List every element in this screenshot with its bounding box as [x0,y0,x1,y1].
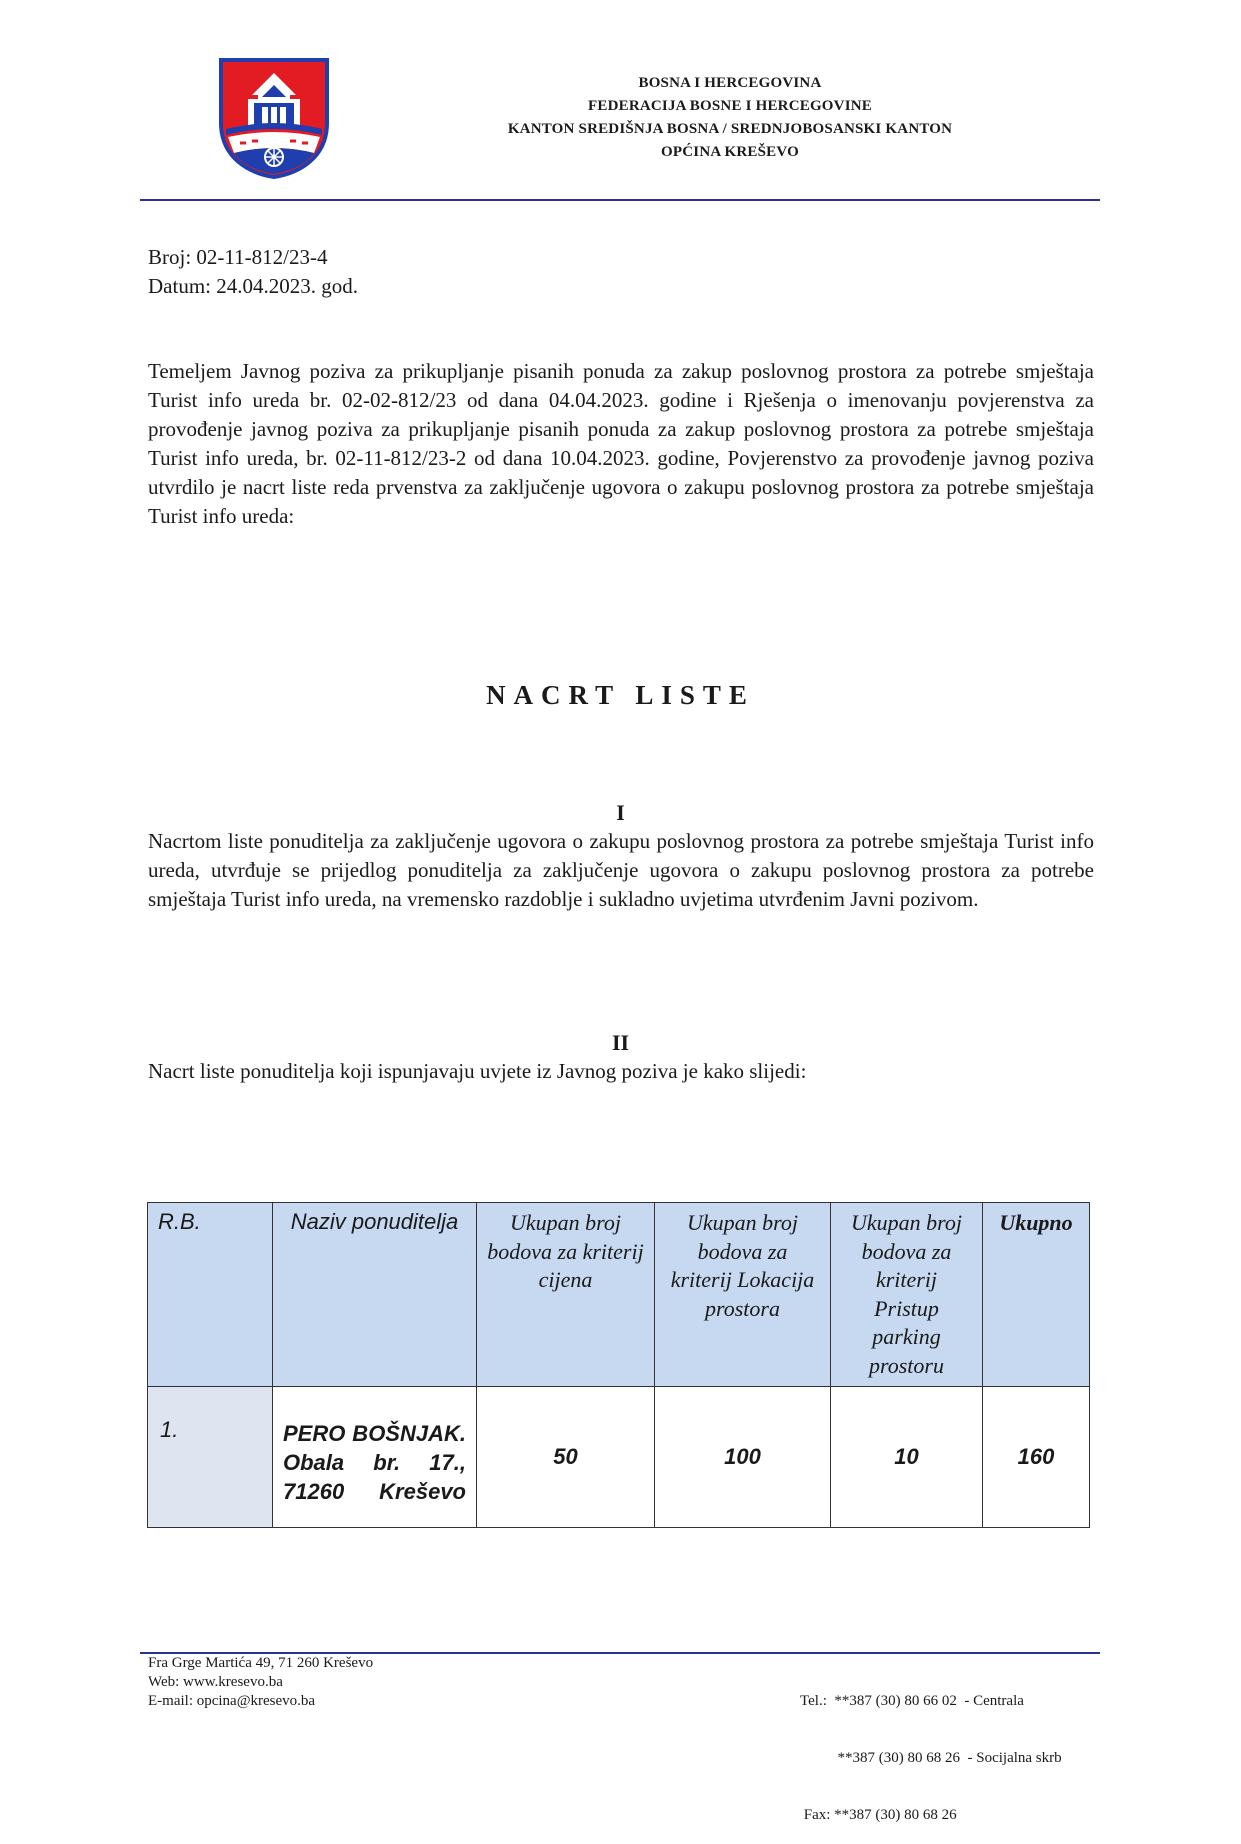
document-meta [148,243,358,301]
footer-fax: Fax: **387 (30) 80 68 26 [800,1807,957,1823]
header-name: Naziv ponuditelja [273,1203,477,1387]
footer-address: Fra Grge Martića 49, 71 260 Kreševo [148,1655,374,1671]
footer-tel-central: Tel.: **387 (30) 80 66 02 - Centrala [800,1693,1024,1709]
letterhead-country: BOSNA I HERCEGOVINA [638,75,822,91]
footer-web[interactable]: Web: www.kresevo.ba [148,1674,283,1690]
section-heading-2: II [611,1030,630,1055]
footer-tel-social: **387 (30) 80 68 26 - Socijalna skrb [800,1750,1062,1766]
document-date: Datum: 24.04.2023. god. [148,274,358,298]
letterhead [440,72,1020,164]
table-row [148,1387,1090,1528]
footer-contact [148,1654,373,1711]
letterhead-municipality: OPĆINA KREŠEVO [661,144,799,160]
cell-name: PERO BOŠNJAK. Obala br. 17., 71260 Kreševo [273,1387,477,1528]
intro-paragraph: Temeljem Javnog poziva za prikupljanje pisanih ponuda za zakup poslovnog prostora za potrebe smještaja Turist info ureda br. 02-02-812/23 od dana 04.04.2023. godine i Rješenja o imenovanju povjerenstva za provođenje javnog poziva za prikupljanje pisanih ponuda za zakup poslovnog prostora za potrebe smještaja Turist info ureda, br. 02-11-812/23-2 od dana 10.04.2023. godine, Povjerenstvo za provođenje javnog poziva utvrdilo je nacrt liste reda prvenstva za zaključenje ugovora o zakupu poslovnog prostora za potrebe smještaja Turist info ureda: [148,359,1094,528]
cell-cijena: 50 [477,1387,655,1528]
letterhead-canton: KANTON SREDIŠNJA BOSNA / SREDNJOBOSANSKI KANTON [507,121,953,137]
header-divider [140,199,1100,201]
section-heading-1: I [616,800,625,825]
section-text-2: Nacrt liste ponuditelja koji ispunjavaju uvjete iz Javnog poziva je kako slijedi: [148,1059,807,1083]
document-title: NACRT LISTE [486,680,755,710]
cell-parking: 10 [831,1387,983,1528]
letterhead-federation: FEDERACIJA BOSNE I HERCEGOVINE [588,98,872,114]
section-text-1: Nacrtom liste ponuditelja za zaključenje ugovora o zakupu poslovnog prostora za potrebe smještaja Turist info ureda, utvrđuje se prijedlog ponuditelja za zaključenje ugovora o zakupu poslovnog prostora za potrebe smještaja Turist info ureda, na vremensko razdoblje i sukladno uvjetima utvrđenim Javni pozivom. [148,829,1094,911]
document-number: Broj: 02-11-812/23-4 [148,245,328,269]
header-ukupno: Ukupno [983,1203,1090,1387]
header-lokacija: Ukupan broj bodova za kriterij Lokacija prostora [655,1203,831,1387]
offers-table [147,1202,1090,1528]
footer-email[interactable]: E-mail: opcina@kresevo.ba [148,1693,316,1709]
cell-ukupno: 160 [983,1387,1090,1528]
cell-lokacija: 100 [655,1387,831,1528]
header-cijena: Ukupan broj bodova za kriterij cijena [477,1203,655,1387]
municipality-crest-logo [218,57,330,179]
table-header-row [148,1203,1090,1387]
header-parking: Ukupan broj bodova za kriterij Pristup parking prostoru [831,1203,983,1387]
cell-rb: 1. [148,1387,273,1528]
footer-phones [800,1654,1062,1844]
header-rb: R.B. [148,1203,273,1387]
